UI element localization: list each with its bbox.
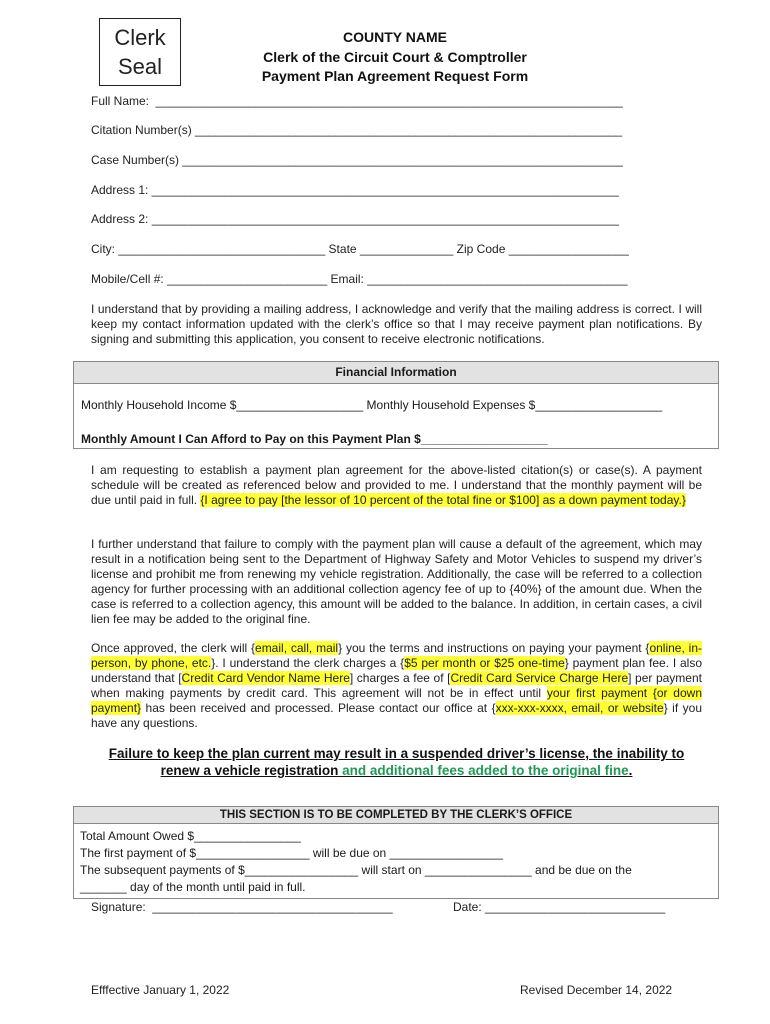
clerk-fee-highlight: $5 per month or $25 one-time — [404, 656, 565, 670]
form-title: Payment Plan Agreement Request Form — [261, 68, 529, 84]
request-text: I am requesting to establish a payment plan agreement for the above-listed citation(s) or case(s). A payment schedule will be created as referenced below and provided to me. I understand that the monthly payment will be due until paid in full. — [91, 463, 702, 507]
p3-text-k: ] per payment when making payments by credit card. This agreement will not be in effect until — [91, 671, 702, 700]
p3-text-m: has been received and processed. Please contact our office at { — [141, 701, 496, 715]
due-day-field[interactable]: _______ day of the month until paid in full. — [80, 880, 306, 894]
warning-main-text: Failure to keep the plan current may result in a suspended driver’s license, the inability to renew a vehicle registration — [108, 746, 685, 778]
office-contact-highlight: xxx-xxx-xxxx, email, or website — [495, 701, 664, 715]
financial-information-title: Financial Information — [74, 362, 718, 384]
p3-text-a: Once approved, the clerk will { — [91, 641, 256, 655]
p3-text-e: }. I understand the clerk charges a { — [211, 656, 405, 670]
address-1-field[interactable]: Address 1: ______________________________________________________________________ — [91, 183, 619, 197]
down-payment-highlight: {I agree to pay [the lessor of 10 percent of the total fine or $100] as a down payment today.} — [200, 493, 686, 507]
citation-number-field[interactable]: Citation Number(s) ________________________________________________________________ — [91, 123, 623, 137]
p3-text-g: } payment plan fee. I also understand that [ — [91, 656, 703, 685]
vendor-name-highlight: Credit Card Vendor Name Here — [181, 671, 350, 685]
household-income-expenses-field[interactable]: Monthly Household Income $___________________ Monthly Household Expenses $___________________ — [81, 398, 663, 412]
warning-end: . — [628, 763, 633, 778]
county-name: COUNTY NAME — [343, 29, 447, 45]
office-name: Clerk of the Circuit Court & Comptroller — [263, 49, 527, 65]
mobile-email-field[interactable]: Mobile/Cell #: ________________________ Email: _______________________________________ — [91, 272, 628, 286]
subsequent-payments-field[interactable]: The subsequent payments of $_________________ will start on ________________ and be due on the — [80, 863, 632, 877]
seal-line-1: Clerk — [114, 25, 166, 50]
city-state-zip-field[interactable]: City: _______________________________ State ______________ Zip Code __________________ — [91, 242, 629, 256]
clerk-office-section — [73, 806, 719, 899]
case-number-field[interactable]: Case Number(s) __________________________________________________________________ — [91, 153, 623, 167]
service-charge-highlight: Credit Card Service Charge Here — [450, 671, 629, 685]
full-name-field[interactable]: Full Name: ______________________________________________________________________ — [91, 94, 623, 108]
clerk-seal-box — [99, 18, 181, 86]
payment-plan-request-paragraph — [91, 463, 702, 508]
p3-text-o: } if you have any questions. — [91, 701, 703, 730]
payment-instructions-paragraph — [91, 641, 702, 731]
date-field[interactable]: Date: ___________________________ — [453, 900, 666, 914]
payment-methods-highlight: online, in-person, by phone, etc. — [91, 641, 702, 670]
financial-information-box — [73, 361, 719, 449]
consent-paragraph: I understand that by providing a mailing address, I acknowledge and verify that the mailing address is correct. I will keep my contact information updated with the clerk’s office so that I may receive payment plan notifications. By signing and submitting this application, you consent to receive electronic notifications. — [91, 302, 702, 346]
seal-line-2: Seal — [117, 54, 163, 79]
affordable-amount-field[interactable]: Monthly Amount I Can Afford to Pay on this Payment Plan $___________________ — [81, 432, 548, 446]
failure-warning — [91, 745, 702, 779]
p3-text-c: } you the terms and instructions on paying your payment { — [338, 641, 650, 655]
address-2-field[interactable]: Address 2: ______________________________________________________________________ — [91, 212, 619, 226]
effective-date: Efffective January 1, 2022 — [91, 983, 230, 997]
first-payment-highlight: your first payment {or down payment} — [91, 686, 702, 715]
total-amount-owed-field[interactable]: Total Amount Owed $________________ — [80, 829, 301, 843]
contact-methods-highlight: email, call, mail — [255, 641, 339, 655]
first-payment-field[interactable]: The first payment of $_________________ will be due on _________________ — [80, 846, 504, 860]
signature-field[interactable]: Signature: ____________________________________ — [91, 900, 393, 914]
default-consequences-paragraph: I further understand that failure to comply with the payment plan will cause a default of the agreement, which may result in a notification being sent to the Department of Highway Safety and Motor Vehicles to suspend my driver’s license and prohibit me from renewing my vehicle registration. Additionally, the case will be referred to a collection agency for further processing with an additional collection agency fee of up to {40%} of the amount due. When the case is referred to a collection agency, this amount will be added to the balance. In addition, in certain cases, a civil lien fee may be added to the original fine. — [91, 537, 702, 626]
revised-date: Revised December 14, 2022 — [520, 983, 673, 997]
clerk-section-title: THIS SECTION IS TO BE COMPLETED BY THE CLERK’S OFFICE — [74, 807, 718, 824]
warning-green-text: and additional fees added to the original fine — [338, 763, 629, 778]
p3-text-i: ] charges a fee of [ — [349, 671, 451, 685]
